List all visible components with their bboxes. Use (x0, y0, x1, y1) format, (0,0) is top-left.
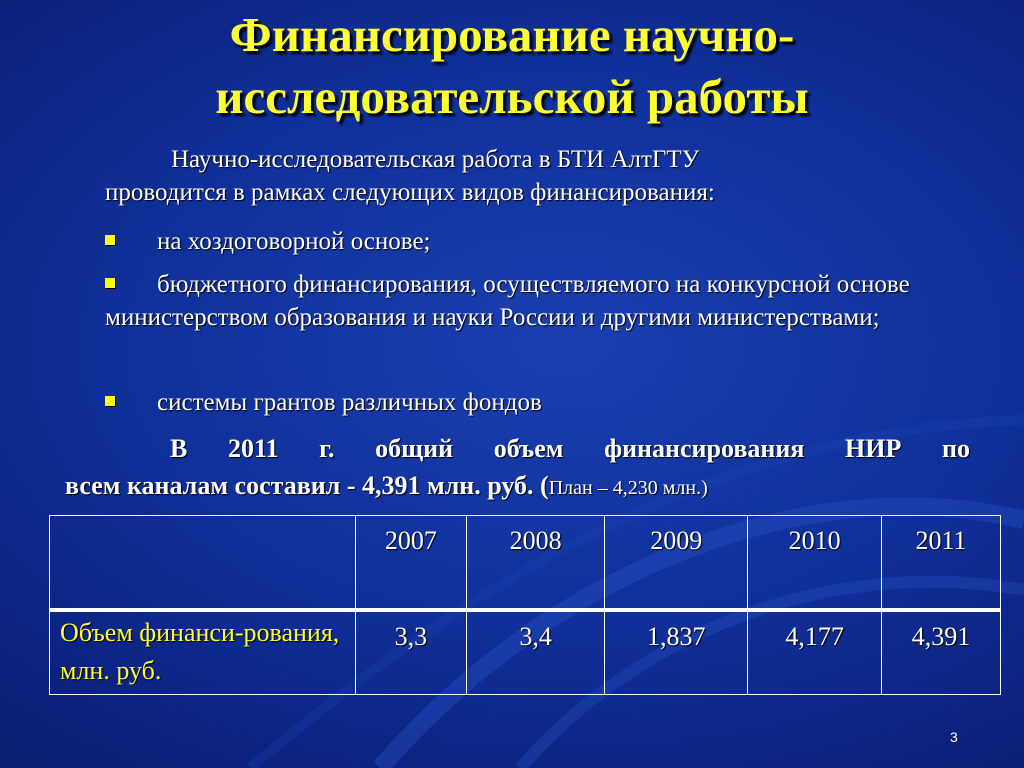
year-header-2008: 2008 (466, 516, 604, 611)
value-2011: 4,391 (881, 610, 1000, 695)
bullet-item (105, 386, 935, 419)
year-header-2011: 2011 (881, 516, 1000, 611)
value-2010: 4,177 (748, 610, 882, 695)
table-row (50, 610, 1001, 695)
table-header-row (50, 516, 1001, 611)
value-2008: 3,4 (466, 610, 604, 695)
bullet-square-icon (105, 396, 115, 406)
year-header-2010: 2010 (748, 516, 882, 611)
title-line-1: Финансирование научно- (229, 7, 795, 62)
summary-close: ) (701, 477, 708, 499)
summary-line-2 (65, 467, 970, 507)
bullet-text: бюджетного финансирования, осуществляемого на конкурсной основе министерством образования и науки России и другими министерствами; (105, 271, 910, 331)
year-header-2009: 2009 (605, 516, 748, 611)
slide-number: 3 (950, 729, 958, 745)
intro-line-1: Научно-исследовательская работа в БТИ АлтГТУ (171, 146, 700, 173)
summary-plan: План – 4,230 млн. (548, 477, 702, 499)
bullet-square-icon (105, 235, 115, 245)
intro-paragraph (105, 143, 935, 209)
funding-table (49, 515, 1001, 695)
value-2009: 1,837 (605, 610, 748, 695)
title-line-2: исследовательской работы (215, 69, 809, 124)
bullet-text: системы грантов различных фондов (157, 389, 542, 416)
bullet-text: на хоздоговорной основе; (157, 228, 431, 255)
bullet-item (105, 268, 935, 334)
row-label: Объем финанси-рования, млн. руб. (50, 610, 356, 695)
header-blank-cell (50, 516, 356, 611)
summary-paragraph (65, 430, 970, 507)
page-title (60, 4, 964, 128)
bullet-square-icon (105, 278, 115, 288)
bullet-item (105, 225, 935, 258)
intro-line-2: проводится в рамках следующих видов финансирования: (105, 179, 715, 206)
value-2007: 3,3 (355, 610, 466, 695)
summary-line-1: В 2011 г. общий объем финансирования НИР по (170, 434, 970, 463)
year-header-2007: 2007 (355, 516, 466, 611)
summary-total: всем каналам составил - 4,391 млн. руб. ( (65, 471, 549, 500)
